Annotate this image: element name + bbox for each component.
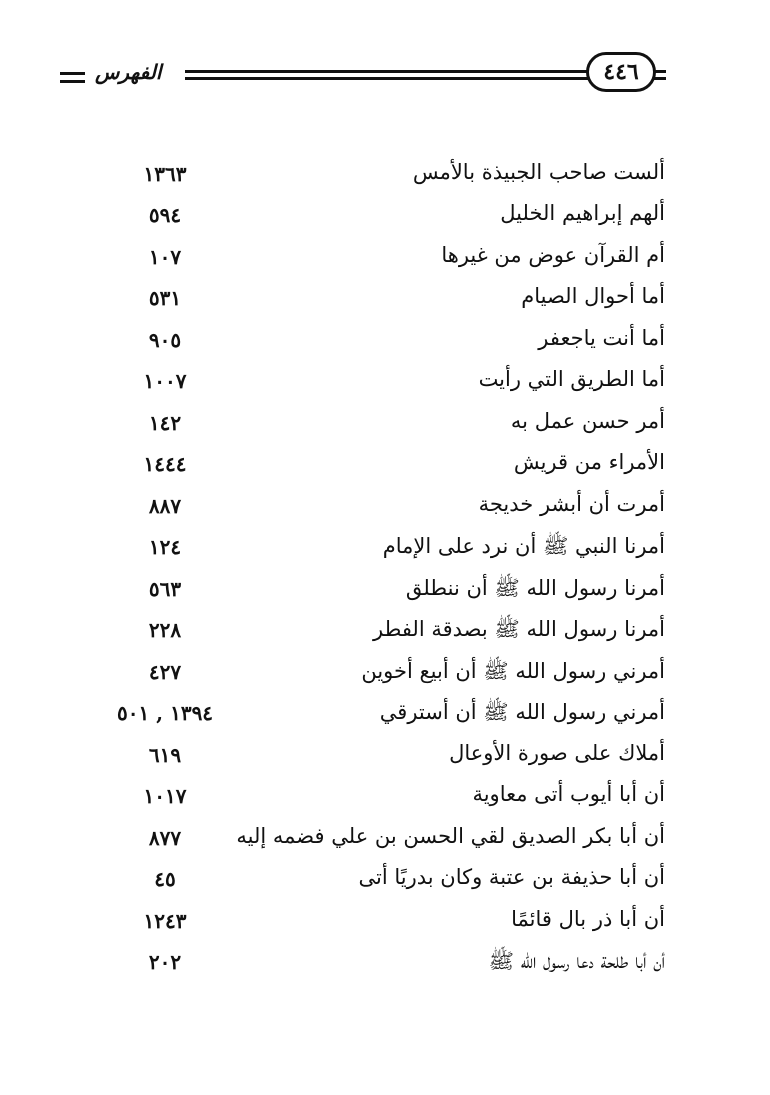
entry-page-number: ١٠١٧	[143, 784, 187, 808]
index-entry	[0, 492, 770, 533]
index-entry	[0, 782, 770, 823]
entry-page-number: ٢٠٢	[148, 950, 182, 974]
entry-title: أما أحوال الصيام	[521, 284, 665, 308]
entry-page-number: ٥٩٤	[148, 203, 182, 227]
entry-title: أمرنا النبي ﷺ أن نرد على الإمام	[382, 534, 665, 558]
entry-page-number: ١٤٢	[148, 411, 182, 435]
header-rule-left	[60, 72, 85, 75]
entry-page-number: ١٠٠٧	[143, 369, 187, 393]
entry-title: أما أنت ياجعفر	[538, 326, 665, 350]
index-entry	[0, 243, 770, 284]
entry-page-number: ١٢٤٣	[143, 909, 187, 933]
entry-page-number: ٦١٩	[148, 743, 182, 767]
entry-page-number: ٥٦٣	[148, 577, 182, 601]
entry-title: أن أبا حذيفة بن عتبة وكان بدريًا أتى	[358, 865, 665, 889]
entry-title: أمرت أن أبشر خديجة	[478, 492, 665, 516]
index-entry	[0, 450, 770, 491]
entry-page-number: ٩٠٥	[148, 328, 182, 352]
entry-page-number: ٨٨٧	[148, 494, 182, 518]
index-heading: الفهرس	[95, 60, 162, 84]
index-entry	[0, 160, 770, 201]
entry-title: أن أبا بكر الصديق لقي الحسن بن علي فضمه إليه	[236, 824, 665, 848]
index-entry	[0, 575, 770, 616]
page-number: ٤٤٦	[603, 59, 639, 85]
index-entry	[0, 907, 770, 948]
entry-title: أمرني رسول الله ﷺ أن أسترقي	[379, 700, 665, 724]
entry-title: أمر حسن عمل به	[510, 409, 665, 433]
page-header	[0, 0, 770, 110]
header-rule-right-lower	[654, 77, 666, 80]
entry-title: أمرني رسول الله ﷺ أن أبيع أخوين	[361, 659, 665, 683]
index-entry	[0, 284, 770, 325]
entry-title: ألهم إبراهيم الخليل	[500, 201, 665, 225]
index-entry	[0, 824, 770, 865]
entry-title: أم القرآن عوض من غيرها	[441, 243, 665, 267]
entry-title: الأمراء من قريش	[513, 450, 665, 474]
index-entry	[0, 658, 770, 699]
entry-page-number: ٢٢٨	[148, 618, 182, 642]
entry-title: أما الطريق التي رأيت	[478, 367, 665, 391]
index-entry	[0, 533, 770, 574]
entry-title: أمرنا رسول الله ﷺ بصدقة الفطر	[373, 617, 665, 641]
entry-page-number: ٥٣١	[148, 286, 182, 310]
index-entry	[0, 616, 770, 657]
entry-page-number: ٤٥	[154, 867, 176, 891]
index-entry	[0, 409, 770, 450]
entry-title: أن أبا ذر بال قائمًا	[511, 907, 665, 931]
index-entry	[0, 865, 770, 906]
entry-title: أملاك على صورة الأوعال	[449, 741, 665, 765]
index-entry	[0, 948, 770, 989]
index-entry	[0, 741, 770, 782]
entry-title: أن أبا أيوب أتى معاوية	[472, 782, 665, 806]
header-rule-main	[185, 70, 588, 73]
header-rule-right	[654, 70, 666, 73]
entry-page-number: ١٣٩٤ , ٥٠١	[116, 701, 214, 725]
entry-page-number: ٨٧٧	[148, 826, 182, 850]
entry-page-number: ١٣٦٣	[143, 162, 187, 186]
entry-title: أن أبا طلحة دعا رسول الله ﷺ	[488, 949, 665, 973]
entry-page-number: ١٢٤	[148, 535, 182, 559]
entry-title: أمرنا رسول الله ﷺ أن ننطلق	[405, 576, 665, 600]
index-entry	[0, 699, 770, 740]
page-number-badge	[586, 52, 656, 92]
index-entry	[0, 201, 770, 242]
header-rule-left-lower	[60, 80, 85, 83]
index-entry	[0, 367, 770, 408]
entry-title: ألست صاحب الجبيذة بالأمس	[412, 160, 665, 184]
index-entry	[0, 326, 770, 367]
entry-page-number: ٤٢٧	[148, 660, 182, 684]
entry-page-number: ١٠٧	[148, 245, 182, 269]
header-rule-main-lower	[185, 77, 588, 80]
entry-page-number: ١٤٤٤	[143, 452, 187, 476]
